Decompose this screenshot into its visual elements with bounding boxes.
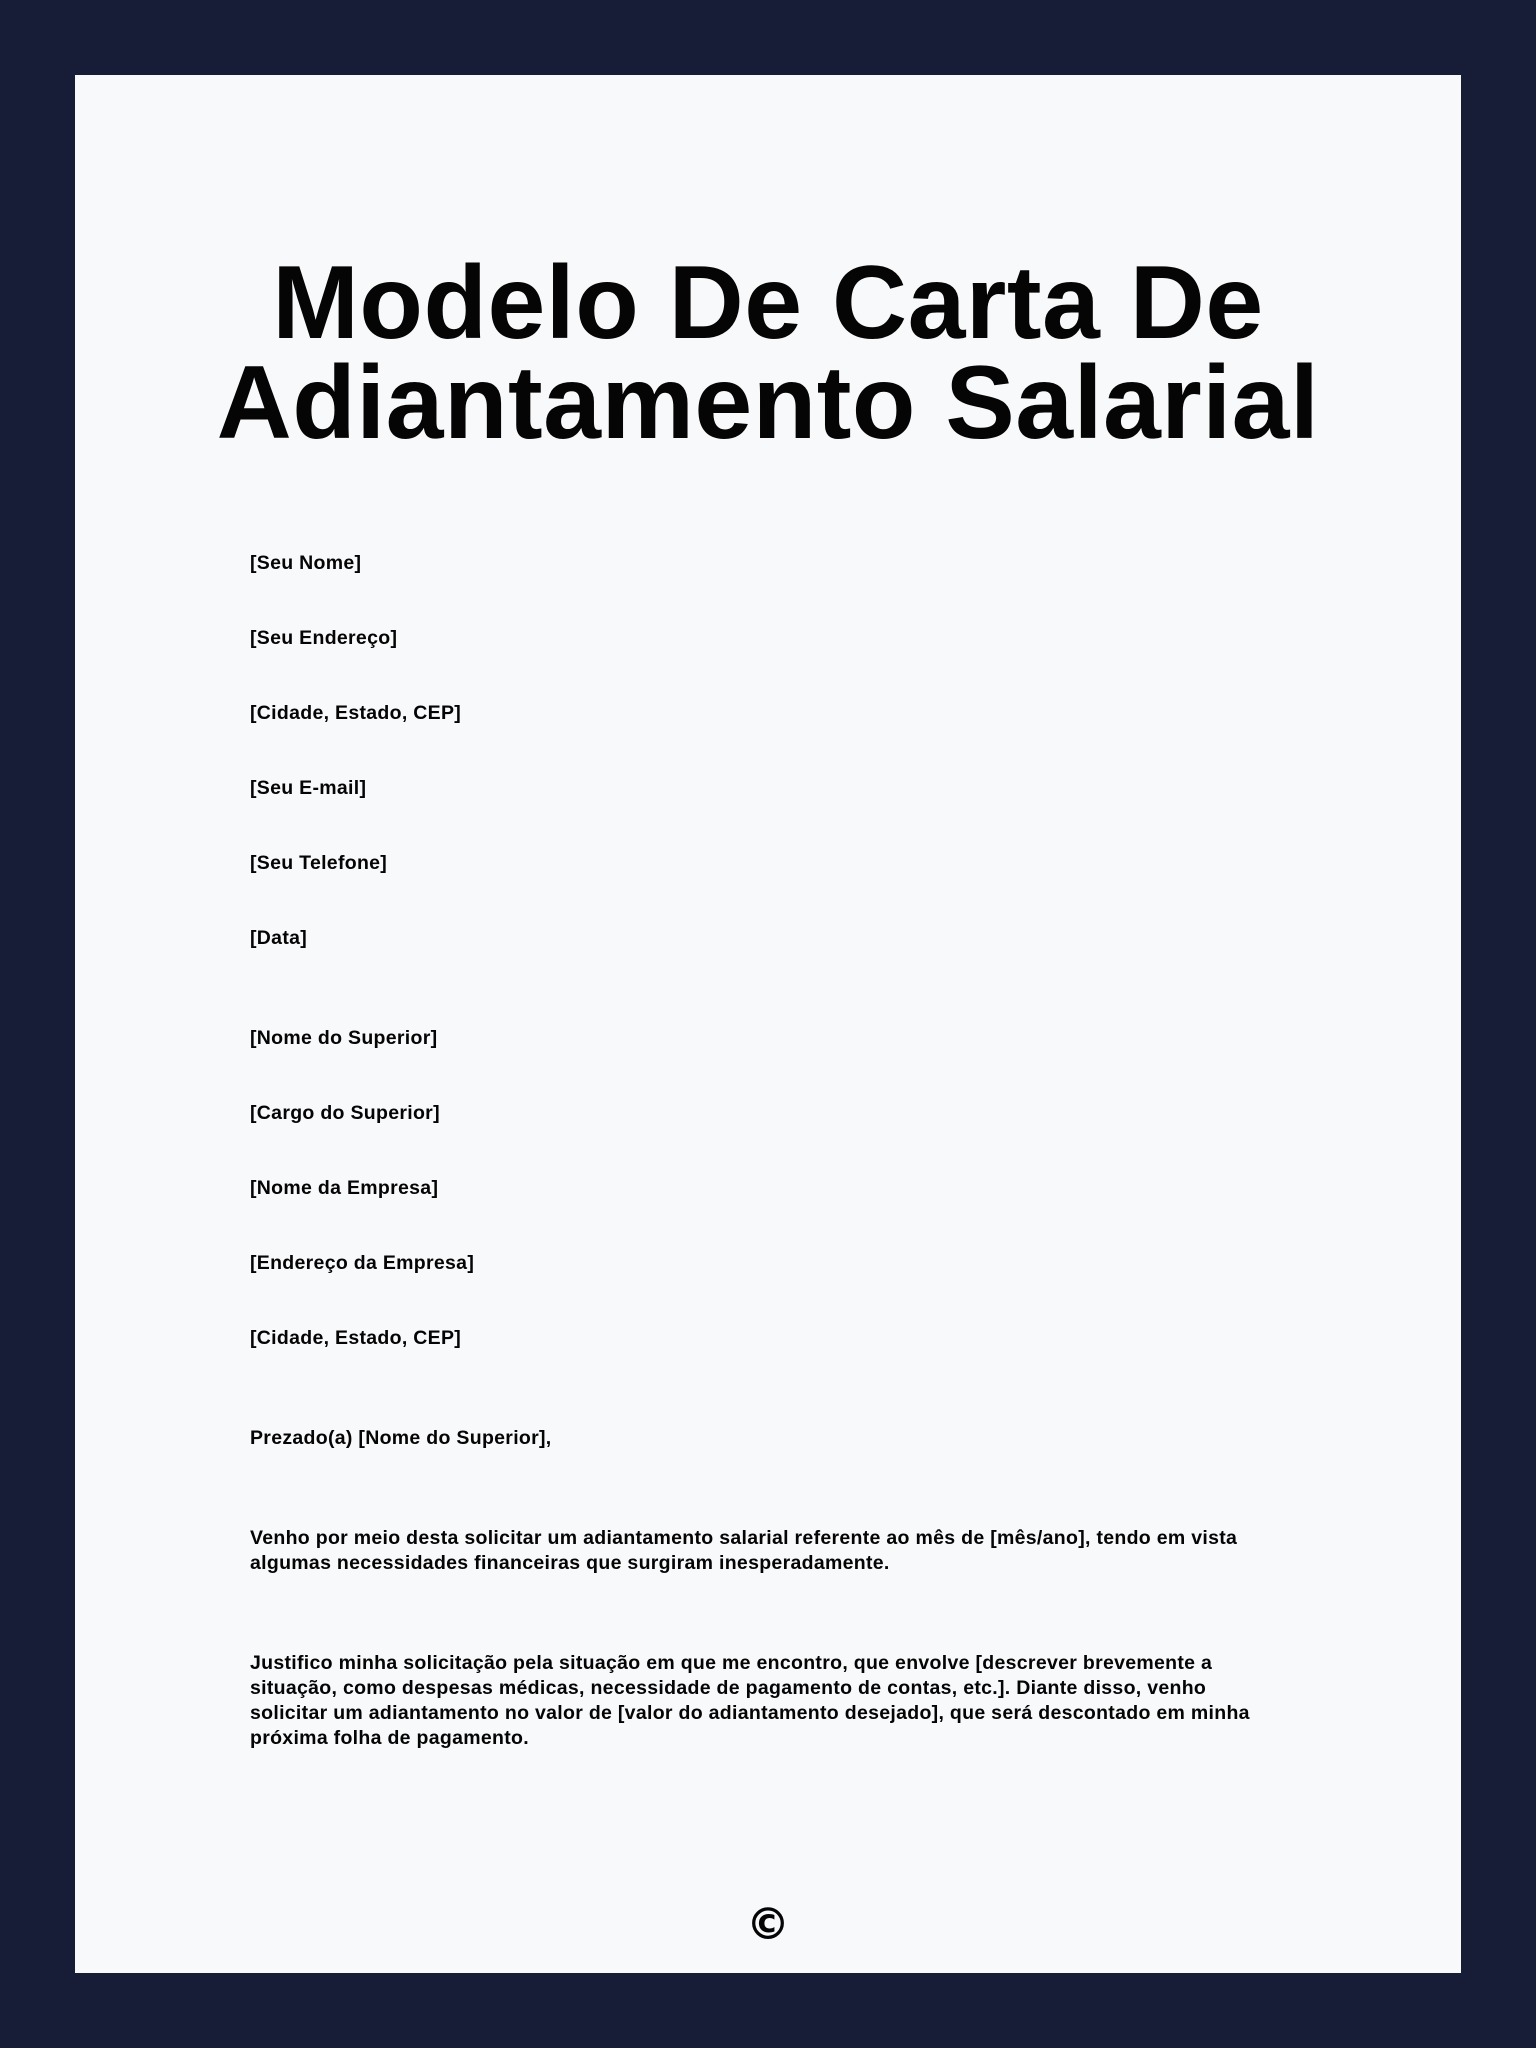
body-paragraph-1 [250,1526,1290,1576]
recipient-role: [Cargo do Superior] [250,1102,440,1124]
salutation: Prezado(a) [Nome do Superior], [250,1427,552,1449]
sender-name: [Seu Nome] [250,552,362,574]
paragraph-line: solicitar um adiantamento no valor de [valor do adiantamento desejado], que será descontado em minha [250,1702,1250,1724]
paragraph-line: próxima folha de pagamento. [250,1727,529,1749]
document-title [75,245,1461,461]
paragraph-line: situação, como despesas médicas, necessidade de pagamento de contas, etc.]. Diante disso, venho [250,1677,1207,1699]
paragraph-line: Justifico minha solicitação pela situação em que me encontro, que envolve [descrever brevemente a [250,1652,1213,1674]
letter-page [75,75,1461,1973]
recipient-city-state-zip: [Cidade, Estado, CEP] [250,1327,462,1349]
recipient-company: [Nome da Empresa] [250,1177,439,1199]
sender-city-state-zip: [Cidade, Estado, CEP] [250,702,462,724]
sender-phone: [Seu Telefone] [250,852,388,874]
letter-date: [Data] [250,927,308,949]
copyright-icon: © [746,1899,790,1950]
body-paragraph-2 [250,1651,1290,1751]
paragraph-line: algumas necessidades financeiras que surgiram inesperadamente. [250,1552,890,1574]
recipient-company-address: [Endereço da Empresa] [250,1252,475,1274]
title-line: Adiantamento Salarial [216,345,1320,461]
title-line: Modelo De Carta De [272,245,1264,361]
sender-address: [Seu Endereço] [250,627,398,649]
sender-email: [Seu E-mail] [250,777,367,799]
recipient-name: [Nome do Superior] [250,1027,438,1049]
paragraph-line: Venho por meio desta solicitar um adiantamento salarial referente ao mês de [mês/ano], tendo em vista [250,1527,1238,1549]
